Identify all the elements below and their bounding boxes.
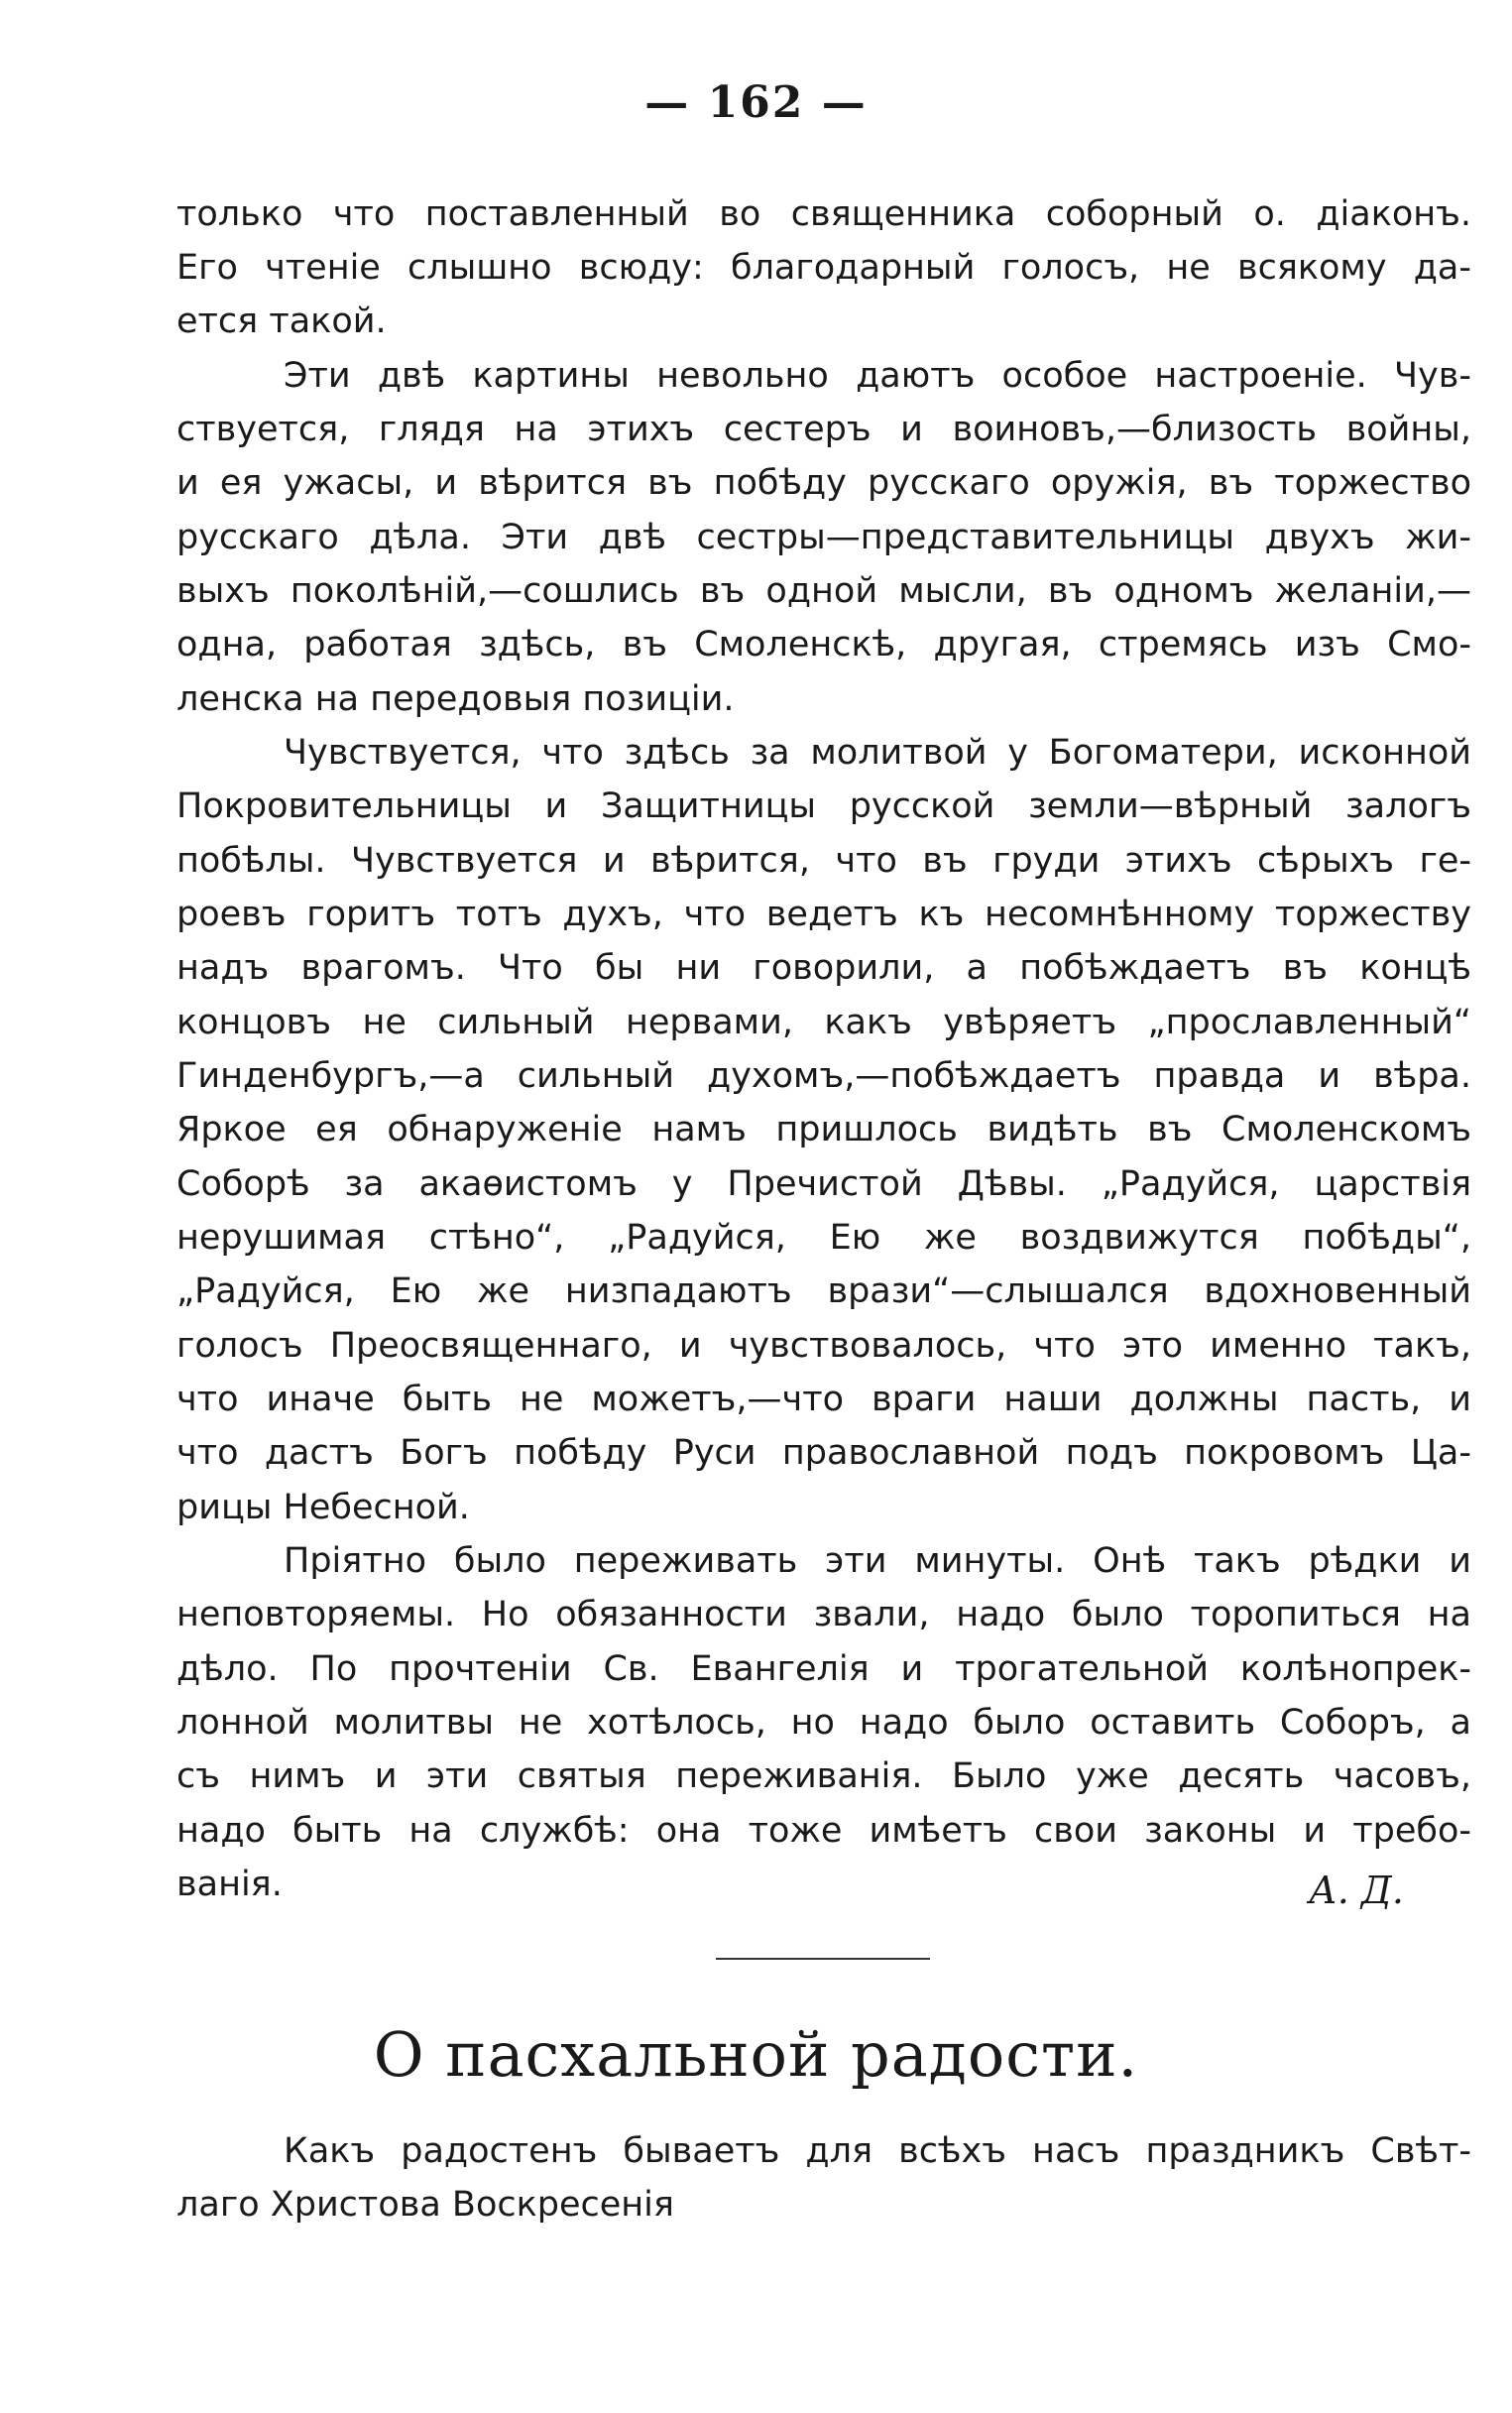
text-line: голосъ Преосвященнаго, и чувствовалось, что это именно такъ, bbox=[176, 1326, 1471, 1366]
text-line: Покровительницы и Защитницы русской земли—вѣрный залогъ bbox=[176, 786, 1471, 826]
text-line: концовъ не сильный нервами, какъ увѣряетъ „прославленный“ bbox=[176, 1003, 1471, 1042]
text-line: рицы Небесной. bbox=[176, 1488, 470, 1527]
section-heading: О пасхальной радости. bbox=[373, 2018, 1139, 2091]
text-line: надо быть на службѣ: она тоже имѣетъ свои законы и требо- bbox=[176, 1811, 1471, 1851]
text-line: нерушимая стѣно“, „Радуйся, Ею же воздвижутся побѣды“, bbox=[176, 1218, 1471, 1258]
text-line: одна, работая здѣсь, въ Смоленскѣ, другая, стремясь изъ Смо- bbox=[176, 625, 1471, 664]
text-line: роевъ горитъ тотъ духъ, что ведетъ къ несомнѣнному торжеству bbox=[176, 895, 1471, 934]
text-line: Какъ радостенъ бываетъ для всѣхъ насъ праздникъ Свѣт- bbox=[284, 2131, 1471, 2171]
text-line: побѣлы. Чувствуется и вѣрится, что въ груди этихъ сѣрыхъ ге- bbox=[176, 841, 1471, 881]
section-divider bbox=[716, 1958, 930, 1960]
text-line: лонной молитвы не хотѣлось, но надо было оставить Соборъ, а bbox=[176, 1703, 1471, 1743]
text-line: Эти двѣ картины невольно даютъ особое настроеніе. Чув- bbox=[284, 356, 1471, 396]
text-line: Его чтеніе слышно всюду: благодарный голосъ, не всякому да- bbox=[176, 248, 1471, 288]
text-line: ствуется, глядя на этихъ сестеръ и воиновъ,—близость войны, bbox=[176, 410, 1471, 449]
author-signature: А. Д. bbox=[1309, 1869, 1404, 1912]
text-line: съ нимъ и эти святыя переживанія. Было уже десять часовъ, bbox=[176, 1756, 1471, 1796]
text-line: Яркое ея обнаруженіе намъ пришлось видѣть въ Смоленскомъ bbox=[176, 1110, 1471, 1149]
text-line: русскаго дѣла. Эти двѣ сестры—представительницы двухъ жи- bbox=[176, 518, 1471, 557]
text-line: надъ врагомъ. Что бы ни говорили, а побѣждаетъ въ концѣ bbox=[176, 948, 1471, 988]
text-line: лаго Христова Воскресенія bbox=[176, 2185, 674, 2225]
text-line: неповторяемы. Но обязанности звали, надо было торопиться на bbox=[176, 1595, 1471, 1634]
text-line: „Радуйся, Ею же низпадаютъ врази“—слышался вдохновенный bbox=[176, 1271, 1471, 1311]
text-line: Чувствуется, что здѣсь за молитвой у Богоматери, исконной bbox=[284, 733, 1471, 773]
text-line: что дастъ Богъ побѣду Руси православной подъ покровомъ Ца- bbox=[176, 1433, 1471, 1473]
text-line: выхъ поколѣній,—сошлись въ одной мысли, въ одномъ желаніи,— bbox=[176, 571, 1471, 611]
text-line: Пріятно было переживать эти минуты. Онѣ такъ рѣдки и bbox=[284, 1541, 1471, 1581]
text-line: Гинденбургъ,—а сильный духомъ,—побѣждаетъ правда и вѣра. bbox=[176, 1056, 1471, 1096]
text-line: и ея ужасы, и вѣрится въ побѣду русскаго оружія, въ торжество bbox=[176, 463, 1471, 503]
text-line: ленска на передовыя позиціи. bbox=[176, 679, 735, 719]
text-line: что иначе быть не можетъ,—что враги наши должны пасть, и bbox=[176, 1380, 1471, 1419]
text-line: только что поставленный во священника соборный о. діаконъ. bbox=[176, 194, 1471, 234]
text-line: ется такой. bbox=[176, 302, 387, 341]
text-line: ванія. bbox=[176, 1865, 283, 1904]
page-number: — 162 — bbox=[644, 77, 868, 128]
text-line: Соборѣ за акаѳистомъ у Пречистой Дѣвы. „Радуйся, царствія bbox=[176, 1164, 1471, 1204]
text-line: дѣло. По прочтеніи Св. Евангелія и трогательной колѣнопрек- bbox=[176, 1649, 1471, 1689]
